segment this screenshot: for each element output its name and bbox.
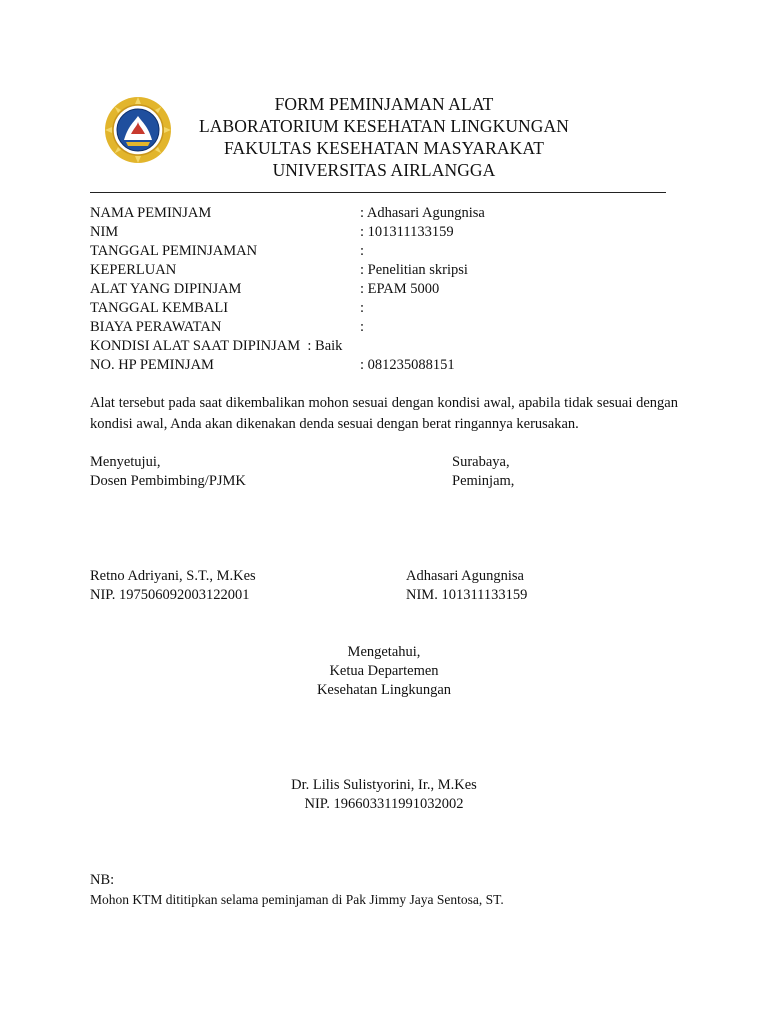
- field-row-tanggal-peminjaman: [90, 242, 690, 261]
- header-laboratory: LABORATORIUM KESEHATAN LINGKUNGAN: [198, 116, 570, 136]
- field-value-tanggal-kembali: :: [360, 300, 365, 316]
- header-divider: [90, 192, 666, 193]
- field-row-kondisi: [90, 337, 690, 356]
- field-row-biaya: [90, 318, 690, 337]
- note-title: NB:: [90, 872, 115, 888]
- field-kondisi: KONDISI ALAT SAAT DIPINJAM : Baik: [90, 338, 343, 354]
- advisor-role: Dosen Pembimbing/PJMK: [90, 473, 246, 489]
- borrower-fields: [90, 204, 690, 375]
- note-block: [90, 871, 690, 909]
- field-value-alat: : EPAM 5000: [360, 281, 440, 297]
- borrower-nim: NIM. 101311133159: [406, 587, 528, 603]
- place-label: Surabaya,: [452, 454, 510, 470]
- field-label-nim: NIM: [90, 224, 119, 240]
- field-label-alat: ALAT YANG DIPINJAM: [90, 281, 242, 297]
- field-label-nama: NAMA PEMINJAM: [90, 205, 212, 221]
- header-title: FORM PEMINJAMAN ALAT: [274, 94, 494, 114]
- field-row-alat: [90, 280, 690, 299]
- field-value-hp: : 081235088151: [360, 357, 455, 373]
- department-head-signature: [90, 776, 678, 814]
- acknowledged-label: Mengetahui,: [347, 644, 421, 660]
- field-value-nim: : 101311133159: [360, 224, 454, 240]
- field-value-nama: : Adhasari Agungnisa: [360, 205, 485, 221]
- advisor-name: Retno Adriyani, S.T., M.Kes: [90, 568, 256, 584]
- department-head-role: Ketua Departemen: [329, 663, 439, 679]
- field-label-tanggal-kembali: TANGGAL KEMBALI: [90, 300, 229, 316]
- field-row-nama: [90, 204, 690, 223]
- approval-label-left: Menyetujui,: [90, 454, 161, 470]
- field-label-tanggal-peminjaman: TANGGAL PEMINJAMAN: [90, 243, 258, 259]
- note-text: Mohon KTM dititipkan selama peminjaman di Pak Jimmy Jaya Sentosa, ST.: [90, 892, 504, 907]
- header-university: UNIVERSITAS AIRLANGGA: [272, 160, 496, 180]
- advisor-nip: NIP. 197506092003122001: [90, 587, 250, 603]
- department-head-name: Dr. Lilis Sulistyorini, Ir., M.Kes: [291, 777, 477, 793]
- field-label-keperluan: KEPERLUAN: [90, 262, 177, 278]
- field-label-hp: NO. HP PEMINJAM: [90, 357, 214, 373]
- field-value-keperluan: : Penelitian skripsi: [360, 262, 468, 278]
- return-condition-paragraph: Alat tersebut pada saat dikembalikan mohon sesuai dengan kondisi awal, apabila tidak sesuai dengan kondisi awal, Anda akan dikenakan denda sesuai dengan berat ringannya kerusakan.: [90, 395, 678, 432]
- department-head-nip: NIP. 196603311991032002: [304, 796, 464, 812]
- field-label-biaya: BIAYA PERAWATAN: [90, 319, 222, 335]
- department-name: Kesehatan Lingkungan: [316, 682, 452, 698]
- field-value-tanggal-peminjaman: :: [360, 243, 365, 259]
- field-row-hp: [90, 356, 690, 375]
- field-row-tanggal-kembali: [90, 299, 690, 318]
- borrower-name: Adhasari Agungnisa: [406, 568, 524, 584]
- field-row-keperluan: [90, 261, 690, 280]
- field-value-biaya: :: [360, 319, 365, 335]
- form-header: [90, 93, 678, 181]
- header-faculty: FAKULTAS KESEHATAN MASYARAKAT: [224, 138, 544, 158]
- department-approval: [90, 643, 678, 700]
- borrower-role: Peminjam,: [452, 473, 515, 489]
- field-row-nim: [90, 223, 690, 242]
